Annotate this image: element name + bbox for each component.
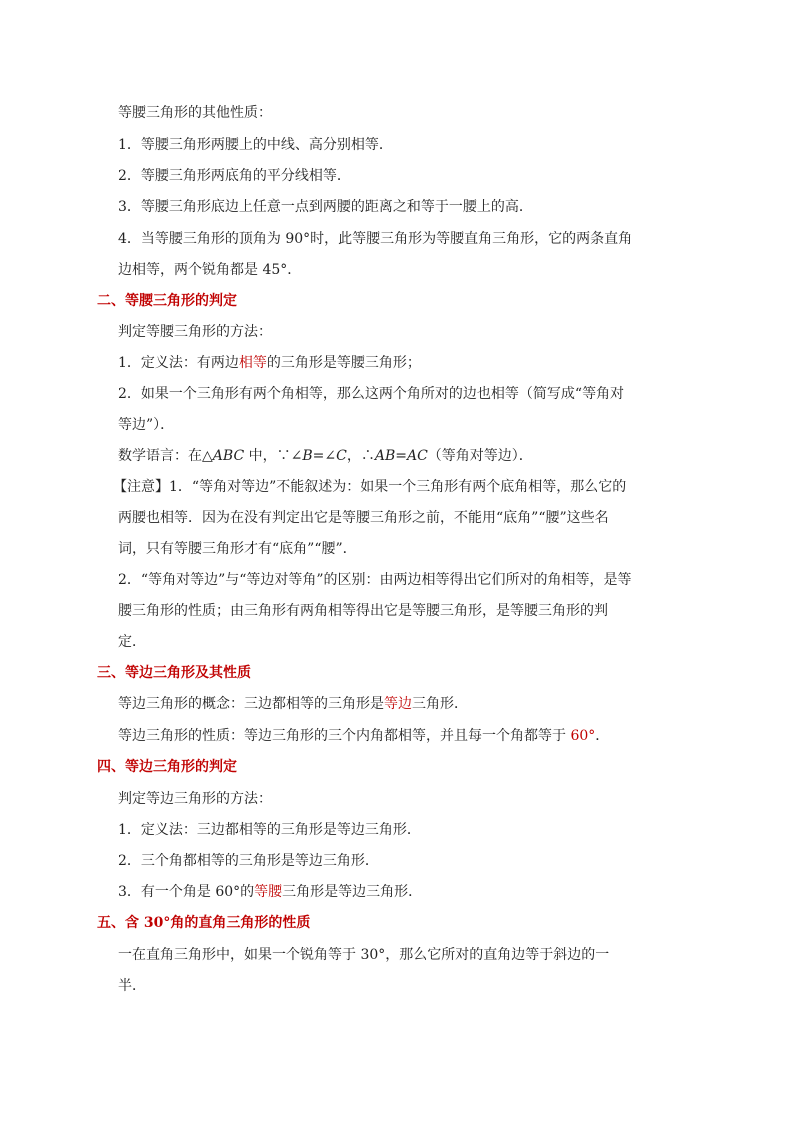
section4-item-3: 3．有一个角是 60°的等腰三角形是等边三角形． [118,884,423,900]
section1-item-4-line1: 4．当等腰三角形的顶角为 90°时，此等腰三角形为等腰直角三角形，它的两条直角 [118,231,633,247]
highlight-text: 60° [570,728,596,744]
note-line-6: 定． [118,634,146,650]
section4-item-1: 1．定义法：三边都相等的三角形是等边三角形． [118,822,421,838]
section2-item-1: 1．定义法：有两边相等的三角形是等腰三角形； [118,355,421,371]
section5-line-2: 半． [118,978,146,994]
highlight-text: 等边 [384,696,412,712]
highlight-text: 相等 [238,355,267,371]
section4-heading: 四、等边三角形的判定 [97,759,237,775]
note-line-3: 词，只有等腰三角形才有“底角”“腰”． [118,541,357,557]
section2-heading: 二、等腰三角形的判定 [97,293,237,309]
note-line-2: 两腰也相等．因为在没有判定出它是等腰三角形之前，不能用“底角”“腰”这些名 [118,510,609,526]
highlight-text: 等腰 [254,884,283,900]
note-line-1: 【注意】1．“等角对等边”不能叙述为：如果一个三角形有两个底角相等，那么它的 [113,479,627,495]
section3-concept: 等边三角形的概念：三边都相等的三角形是等边三角形． [118,696,468,712]
section3-heading: 三、等边三角形及其性质 [97,665,251,681]
section5-heading: 五、含 30°角的直角三角形的性质 [97,915,311,931]
section1-item-4-line2: 边相等，两个锐角都是 45°． [118,262,302,278]
section2-intro: 判定等腰三角形的方法： [118,324,272,340]
section4-item-2: 2．三个角都相等的三角形是等边三角形． [118,853,379,869]
math-language-line: 数学语言：在△ABC 中，∵∠B=∠C，∴AB=AC（等角对等边）． [118,448,533,464]
section5-line-1: 一在直角三角形中，如果一个锐角等于 30°，那么它所对的直角边等于斜边的一 [118,947,610,963]
section3-property: 等边三角形的性质：等边三角形的三个内角都相等，并且每一个角都等于 60°． [118,728,610,744]
note-line-5: 腰三角形的性质；由三角形有两角相等得出它是等腰三角形，是等腰三角形的判 [118,603,608,619]
section4-intro: 判定等边三角形的方法： [118,791,272,807]
section2-item-2-line1: 2．如果一个三角形有两个角相等，那么这两个角所对的边也相等（简写成“等角对 [118,386,625,402]
section1-item-1: 1．等腰三角形两腰上的中线、高分别相等． [118,137,393,153]
section1-intro: 等腰三角形的其他性质： [118,105,272,121]
section1-item-2: 2．等腰三角形两底角的平分线相等． [118,168,351,184]
section2-item-2-line2: 等边”）． [118,417,175,433]
section1-item-3: 3．等腰三角形底边上任意一点到两腰的距离之和等于一腰上的高． [118,199,533,215]
note-line-4: 2．“等角对等边”与“等边对等角”的区别：由两边相等得出它们所对的角相等，是等 [118,572,632,588]
